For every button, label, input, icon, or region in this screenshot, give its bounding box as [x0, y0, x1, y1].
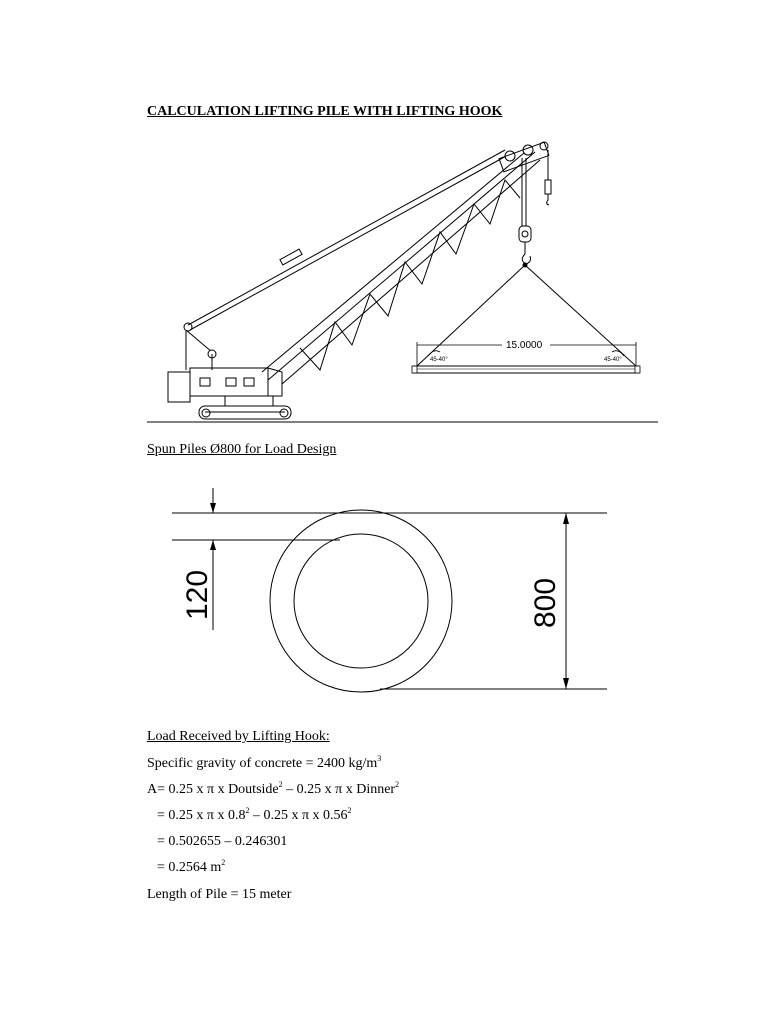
area-sub-sup2: 2 [347, 806, 352, 815]
area-substitution-line [157, 808, 352, 824]
specific-gravity-sup: 3 [377, 754, 382, 763]
pile-length-label: 15.0000 [506, 340, 543, 351]
area-formula-line [147, 782, 399, 798]
diameter-label: 800 [529, 577, 562, 628]
left-angle-label: 45-40° [430, 357, 448, 363]
area-result-sup: 2 [221, 858, 226, 867]
spun-piles-heading: Spun Piles Ø800 for Load Design [147, 442, 337, 457]
area-formula-part2: – 0.25 x π x Dinner [282, 782, 396, 797]
right-angle-arc [612, 351, 624, 356]
crane-lifting-diagram [0, 0, 768, 440]
left-angle-arc [428, 351, 440, 356]
area-formula-sup1: 2 [278, 780, 283, 789]
load-heading: Load Received by Lifting Hook: [147, 729, 330, 744]
crane-icon [168, 142, 551, 419]
inner-circle [294, 534, 428, 668]
area-formula-sup2: 2 [395, 780, 400, 789]
area-result-text: = 0.2564 m [157, 860, 222, 875]
pile-length-line: Length of Pile = 15 meter [147, 887, 292, 902]
pile-beam [413, 366, 639, 373]
area-formula-part1: A= 0.25 x π x Doutside [147, 782, 279, 797]
wall-thickness-label: 120 [181, 569, 214, 620]
area-difference-line: = 0.502655 – 0.246301 [157, 834, 288, 849]
outer-circle [270, 510, 452, 692]
specific-gravity-line [147, 756, 381, 772]
specific-gravity-text: Specific gravity of concrete = 2400 kg/m [147, 756, 378, 771]
right-angle-label: 45-40° [604, 357, 622, 363]
area-sub-part2: – 0.25 x π x 0.56 [249, 808, 348, 823]
area-sub-part1: = 0.25 x π x 0.8 [157, 808, 246, 823]
area-result-line [157, 860, 225, 876]
area-sub-sup1: 2 [245, 806, 250, 815]
document-title: CALCULATION LIFTING PILE WITH LIFTING HOOK [147, 104, 503, 119]
